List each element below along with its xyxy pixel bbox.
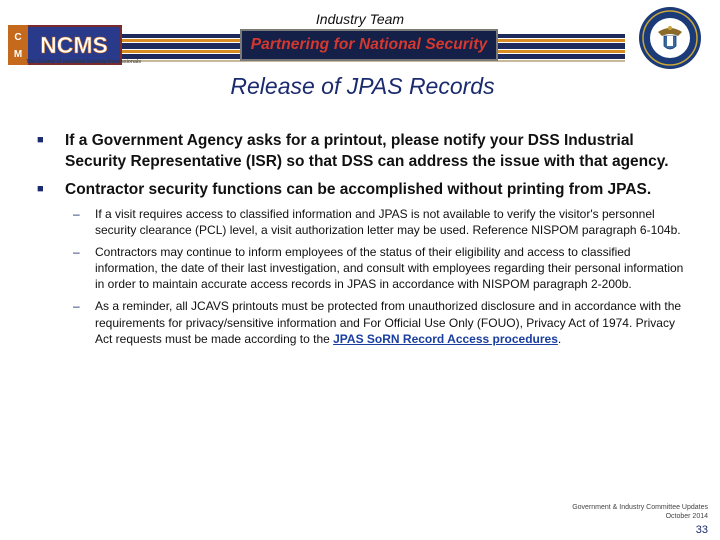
jpas-sorn-link[interactable]: JPAS SoRN Record Access procedures: [333, 331, 558, 346]
logo-letter-c: C: [14, 32, 22, 43]
sub-bullet-text: Contractors may continue to inform employees of the status of their eligibility and access to classified information, the date of their last investigation, and consult with employees regarding their personal information in order to maintain accurate access records in JPAS in accordance with NISPOM paragraph 2-200b.: [95, 245, 684, 292]
footer-text: [572, 503, 708, 521]
logo-wordmark: NCMS: [40, 32, 108, 58]
slide-title: Release of JPAS Records: [230, 73, 495, 99]
footer-line: Government & Industry Committee Updates: [572, 504, 708, 511]
bullet-item: [37, 130, 697, 172]
dss-seal: [638, 6, 702, 70]
dash-bullet-icon: –: [73, 299, 80, 314]
bullet-list: [37, 130, 697, 347]
sub-bullet-end: .: [557, 331, 562, 346]
logo-letter-m: M: [13, 49, 23, 60]
bullet-item: [37, 179, 697, 200]
bullet-text: If a Government Agency asks for a printout, please notify your DSS Industrial Security Representative (ISR) so that DSS can address the issue with that agency.: [65, 132, 669, 170]
sub-bullet-text: As a reminder, all JCAVS printouts must be protected from unauthorized disclosure and in accordance with the requirements for privacy/sensitive information and For Official Use Only (FOUO), Privacy Act of 1974. Privacy Act requests must be made according to the: [95, 299, 682, 346]
sub-bullet-item: [73, 244, 685, 292]
square-bullet-icon: ■: [37, 183, 44, 195]
tagline-banner: [240, 29, 498, 61]
sub-bullet-text: If a visit requires access to classified information and JPAS is not available to verify the visitor's personnel security clearance (PCL) level, a visit authorization letter may be used. Reference NISPOM paragraph 6-104b.: [95, 207, 681, 238]
header-label: Industry Team: [315, 11, 405, 27]
tagline-text: Partnering for National Security: [250, 36, 488, 53]
page-number: 33: [695, 524, 708, 536]
ncms-subtitle: The Society of Industrial Security Professionals: [26, 59, 141, 65]
slide-header: [0, 0, 720, 72]
footer-date: October 2014: [665, 513, 708, 520]
bullet-text: Contractor security functions can be accomplished without printing from JPAS.: [65, 181, 652, 198]
sub-bullet-item: [73, 298, 685, 346]
dash-bullet-icon: –: [73, 245, 80, 260]
dash-bullet-icon: –: [73, 207, 80, 221]
sub-bullet-item: [73, 206, 685, 238]
square-bullet-icon: ■: [37, 134, 44, 146]
